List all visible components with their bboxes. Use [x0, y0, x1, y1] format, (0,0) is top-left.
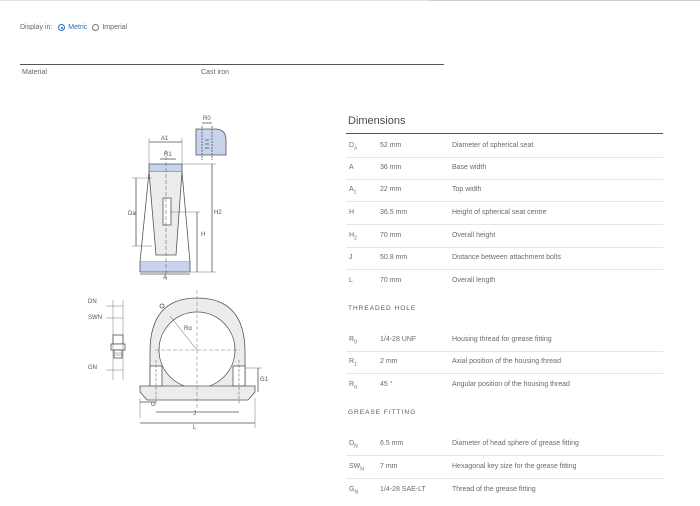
row-description: Housing thread for grease fitting [452, 336, 552, 343]
row-description: Overall length [452, 277, 496, 284]
table-row [346, 202, 663, 225]
row-symbol: $A_1$ [349, 186, 357, 196]
row-description: Distance between attachment bolts [452, 254, 561, 261]
row-symbol: $R_\alpha$ [349, 381, 357, 391]
label-da: Da [128, 211, 136, 217]
row-value: 1/4-28 UNF [380, 336, 417, 343]
row-description: Diameter of spherical seat [452, 142, 534, 149]
row-value: 7 mm [380, 463, 398, 470]
dimensions-title: Dimensions [348, 115, 406, 127]
table-row [346, 157, 663, 180]
row-symbol: L [349, 277, 353, 284]
metric-option[interactable]: Metric [68, 24, 88, 31]
label-r1: R1 [164, 152, 172, 158]
label-dn: DN [88, 299, 97, 305]
row-description: Top width [452, 186, 482, 193]
table-row [346, 135, 663, 158]
row-symbol: $H_2$ [349, 232, 357, 242]
row-value: 1/4-28 SAE-LT [380, 486, 426, 493]
threaded-hole-heading: THREADED HOLE [348, 305, 417, 312]
grease-fitting-view [88, 299, 125, 380]
row-symbol: $SW_N$ [349, 463, 364, 473]
display-label: Display in: [20, 24, 53, 31]
row-description: Hexagonal key size for the grease fitting [452, 463, 577, 470]
row-description: Height of spherical seat centre [452, 209, 547, 216]
grease-fitting-heading: GREASE FITTING [348, 409, 417, 416]
label-a1: A1 [161, 136, 169, 142]
row-description: Overall height [452, 232, 496, 239]
row-value: 36 mm [380, 164, 402, 171]
row-description: Base width [452, 164, 487, 171]
table-row [346, 329, 663, 352]
table-row [346, 456, 663, 479]
row-symbol: $R_1$ [349, 358, 357, 368]
label-h2: H2 [214, 210, 222, 216]
row-value: 50.8 mm [380, 254, 408, 261]
material-label: Material [22, 69, 47, 76]
row-symbol: J [349, 254, 353, 261]
row-description: Diameter of head sphere of grease fitting [452, 440, 579, 447]
detail-grease-hole [196, 116, 226, 160]
label-swn: SWN [88, 315, 102, 321]
table-row [346, 351, 663, 374]
table-row [346, 270, 663, 292]
row-description: Thread of the grease fitting [452, 486, 536, 493]
row-symbol: $R_0$ [349, 336, 357, 346]
row-value: 70 mm [380, 277, 402, 284]
label-r0: R0 [203, 116, 211, 122]
label-gn: GN [88, 365, 97, 371]
table-row [346, 179, 663, 202]
table-row [346, 374, 663, 396]
row-value: 36.5 mm [380, 209, 408, 216]
label-j: J [193, 411, 196, 417]
row-value: 2 mm [380, 358, 398, 365]
label-a: A [163, 275, 168, 281]
label-l: L [193, 425, 197, 431]
imperial-option[interactable]: Imperial [102, 24, 128, 31]
row-value: 45 ° [380, 381, 393, 388]
side-view [128, 136, 222, 281]
row-symbol: H [349, 209, 355, 216]
material-value: Cast iron [201, 69, 230, 76]
row-value: 6.5 mm [380, 440, 404, 447]
row-description: Angular position of the housing thread [452, 381, 570, 388]
row-symbol: A [349, 164, 354, 171]
table-row [346, 433, 663, 456]
row-description: Axial position of the housing thread [452, 358, 561, 365]
row-value: 70 mm [380, 232, 402, 239]
label-g: G [151, 402, 156, 408]
row-symbol: $G_N$ [349, 486, 359, 496]
row-symbol: $D_a$ [349, 142, 357, 152]
label-g1: G1 [260, 377, 269, 383]
label-h: H [201, 232, 206, 238]
table-row [346, 247, 663, 270]
row-value: 22 mm [380, 186, 402, 193]
row-symbol: $D_N$ [349, 440, 358, 450]
label-ralpha: Rα [184, 326, 192, 332]
dimensions-divider [346, 133, 663, 134]
front-view [140, 290, 269, 431]
row-value: 52 mm [380, 142, 402, 149]
table-row [346, 479, 663, 501]
table-row [346, 225, 663, 248]
